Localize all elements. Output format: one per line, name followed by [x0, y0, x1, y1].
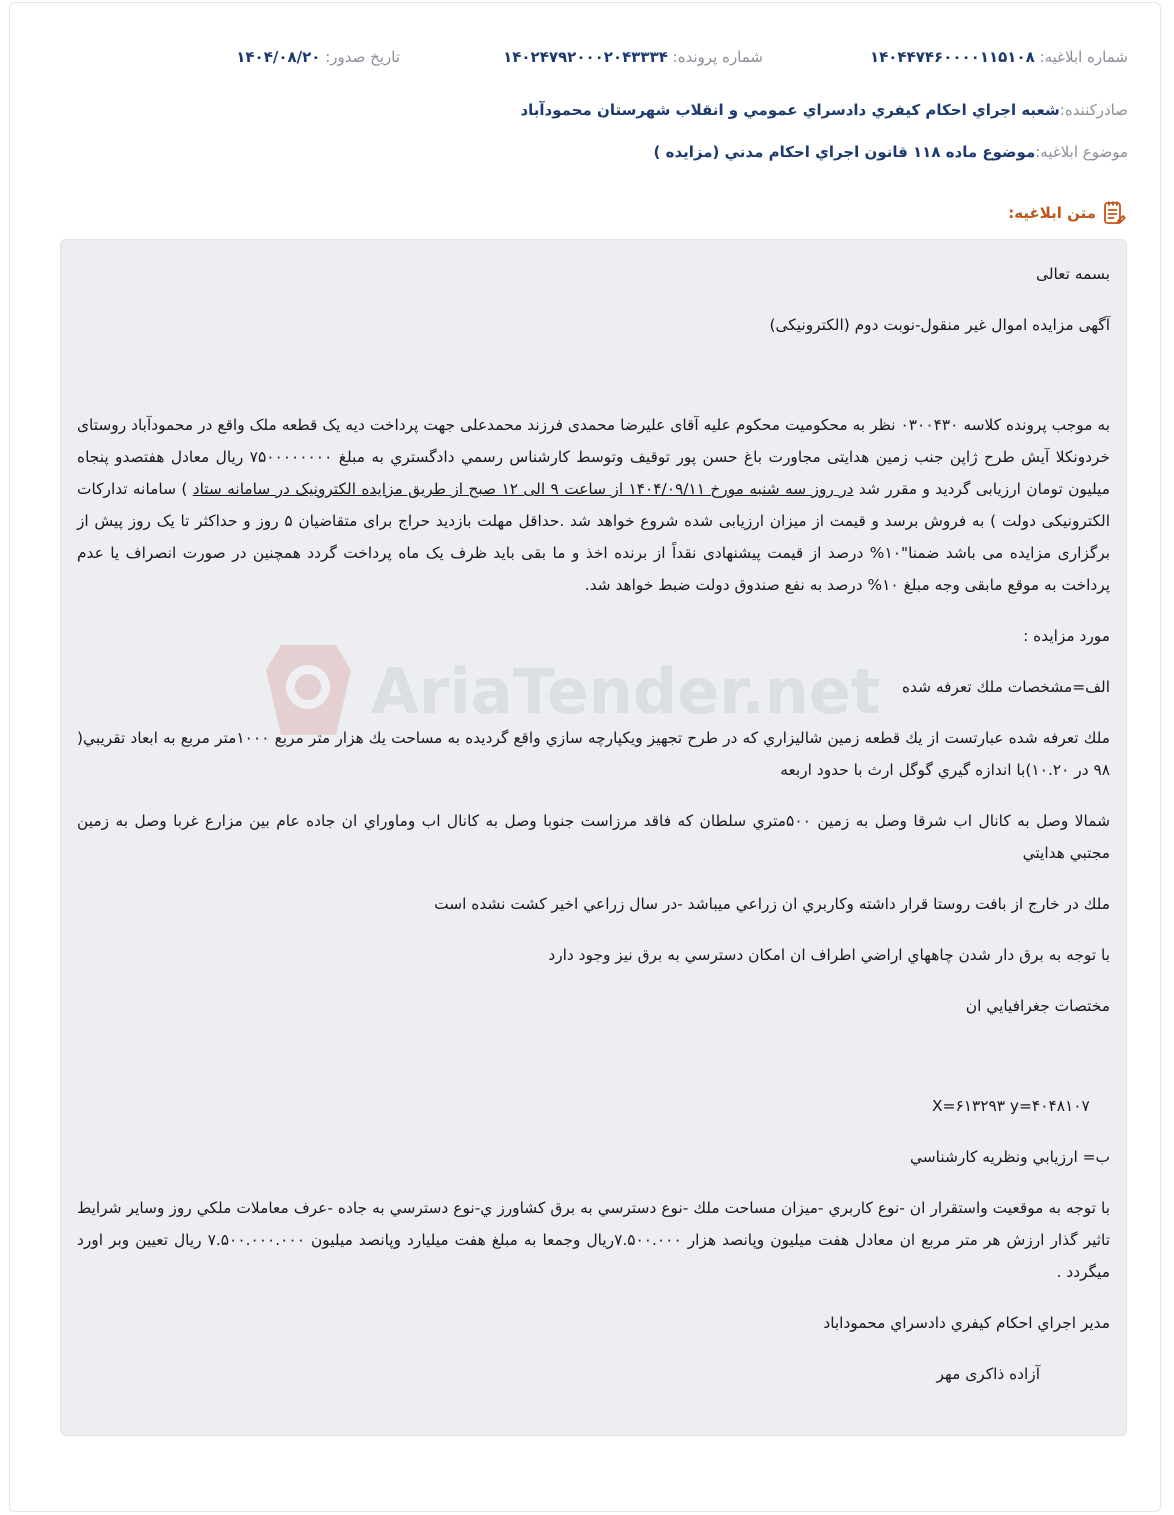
notice-paragraph-main: [77, 409, 1110, 601]
notice-paragraph: ب= ارزيابي ونظريه كارشناسي: [909, 1148, 1110, 1166]
notice-text-title: متن ابلاغیه:: [1008, 204, 1096, 222]
case-number-value: ۱۴۰۲۴۷۹۲۰۰۰۲۰۴۳۳۳۴: [503, 48, 668, 66]
signatory-name: آزاده ذاكرى مهر: [936, 1365, 1040, 1383]
coordinates: X=۶۱۳۲۹۳ y=۴۰۴۸۱۰۷: [932, 1097, 1090, 1115]
notice-paragraph: با توجه به برق دار شدن چاههاي اراضي اطراف ان امكان دسترسي به برق نيز وجود دارد: [548, 946, 1110, 964]
notice-paragraph: الف=مشخصات ملك تعرفه شده: [901, 678, 1110, 696]
notice-paragraph: بسمه تعالی: [1036, 265, 1110, 283]
notice-number-value: ۱۴۰۴۴۷۴۶۰۰۰۰۱۱۵۱۰۸: [869, 48, 1035, 66]
notice-text-icon: [1102, 200, 1126, 226]
notice-body: [60, 239, 1127, 1436]
subject-value: موضوع ماده ۱۱۸ قانون اجراي احكام مدني (مزايده ): [653, 143, 1036, 161]
case-number-label: شماره پرونده:: [672, 48, 763, 66]
notice-number: [870, 48, 1128, 66]
notice-paragraph: شمالا وصل به كانال اب شرقا وصل به زمين ۵۰۰متري سلطان كه فاقد مرزاست جنوبا وصل به كانال اب وماوراي ان جاده عام بين مزارع غربا وصل به زمين مجتبي هدايتي: [77, 812, 1110, 862]
issuer-value: شعبه اجراي احكام كيفري دادسراي عمومي و انقلاب شهرستان محمودآباد: [520, 101, 1060, 119]
notice-number-label: شماره ابلاغیه:: [1039, 48, 1128, 66]
notice-text-part: ) سامانه تدارکات الکترونیکی دولت ) به فروش برسد و قیمت از میزان ارزیابی شده شروع خواهد شد .حداقل مهلت بازدید حراج برای متقاضیان ۵ روز و حداکثر تا یک روز پیش از برگزاری مزایده می باشد ضمنا"۱۰% درصد از قیمت پیشنهادی نقداً از برنده اخذ و ما بقی باید ظرف یک ماه پرداخت گردد همچنین در صورت انصراف یا عدم پرداخت به موقع مابقی وجه مبلغ ۱۰% درصد به نفع صندوق دولت ضبط خواهد شد.: [77, 480, 1110, 594]
signatory-title: مدير اجراي احكام كيفري دادسراي محموداباد: [823, 1314, 1110, 1332]
issuer-row: [40, 101, 1128, 119]
issuer-label: صادرکننده:: [1059, 101, 1128, 119]
issue-date-value: ۱۴۰۴/۰۸/۲۰: [236, 48, 321, 66]
notice-paragraph: مختصات جغرافيايي ان: [965, 997, 1110, 1015]
issue-date-label: تاریخ صدور:: [325, 48, 400, 66]
watermark-text: AriaTender.net: [371, 655, 881, 728]
notice-content: [77, 258, 1110, 1390]
issue-date: [236, 48, 400, 66]
notice-text-heading: [1008, 200, 1126, 226]
notice-paragraph: ملك تعرفه شده عبارتست از يك قطعه زمين شاليزاري كه در طرح تجهيز ويكپارچه سازي واقع گرديده به مساحت يك هزار متر مربع ۱۰۰۰متر مربع به ابعاد تقريبي( ۹۸ در ۱۰.۲۰)با اندازه گيري گوگل ارث با حدود اربعه: [77, 729, 1111, 779]
subject-label: موضوع ابلاغیه:: [1035, 143, 1128, 161]
notice-underlined-text: در روز سه شنبه مورخ ۱۴۰۴/۰۹/۱۱ از ساعت ۹ الی ۱۲ صبح از طریق مزایده الکترونیک در سامانه ستاد: [192, 480, 854, 498]
notice-text-part: به موجب پرونده کلاسه ۰۳۰۰۴۳۰ نظر به محکومیت محکوم علیه آقای علیرضا محمدی فرزند محمدعلی جهت پرداخت دیه یک قطعه ملک واقع در محمودآباد روستای خردونکلا آیش طرح ژاپن جنب زمین هدایتی مجاورت باغ حسن پور توقیف وتوسط کارشناس رسمي دادگستري به مبلغ ۷۵۰۰۰۰۰۰۰۰ ریال معادل هفتصدو پنجاه میلیون تومان ارزیابی گردید و مقرر شد: [77, 416, 1111, 498]
notice-paragraph: ملك در خارج از بافت روستا قرار داشته وكاربري ان زراعي ميباشد -در سال زراعي اخير كشت نشده است: [434, 895, 1110, 913]
case-number: [503, 48, 763, 66]
subject-row: [40, 143, 1128, 161]
notice-paragraph: آگهی مزایده اموال غیر منقول-نوبت دوم (الکترونیکی): [769, 316, 1110, 334]
notice-paragraph: مورد مزایده :: [1023, 627, 1110, 645]
notice-paragraph: با توجه به موقعيت واستقرار ان -نوع كاربري -ميزان مساحت ملك -نوع دسترسي به برق كشاورز ي-نوع دسترسي به جاده -عرف معاملات ملكي روز وساير شرايط تاثير گذار ارزش هر متر مربع ان معادل هفت ميليون وپانصد هزار ۷.۵۰۰.۰۰۰ريال وجمعا به مبلغ هفت ميليارد وپانصد ميليون ۷.۵۰۰.۰۰۰.۰۰۰ ريال تعيين وبر اورد ميگردد .: [77, 1199, 1110, 1281]
